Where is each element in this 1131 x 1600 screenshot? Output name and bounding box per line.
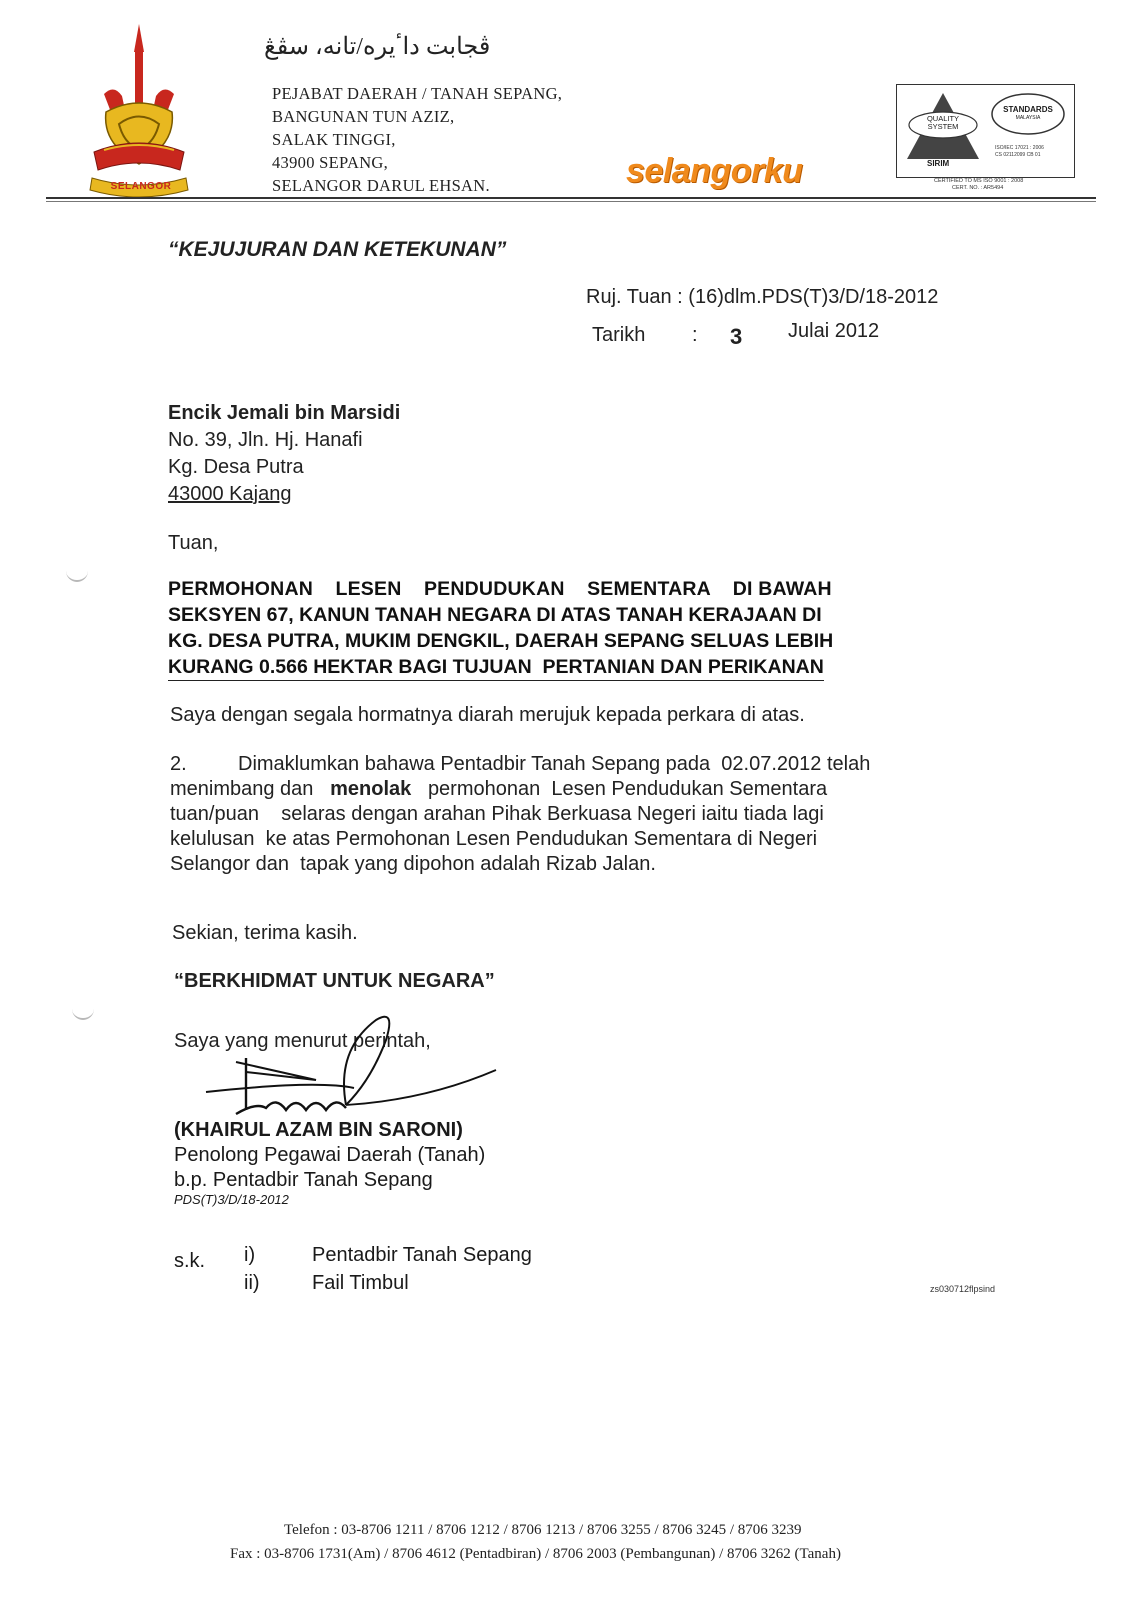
reference-block — [586, 286, 1006, 350]
recipient-address: No. 39, Jln. Hj. Hanafi — [168, 429, 363, 451]
recipient-name: Encik Jemali bin Marsidi — [168, 402, 401, 424]
tarikh-month-year: Julai 2012 — [788, 320, 880, 342]
selangor-crest-logo — [84, 24, 194, 204]
recipient-block — [168, 400, 400, 508]
recipient-postcode: 43000 Kajang — [168, 483, 292, 505]
office-address — [272, 82, 562, 197]
selangorku-logo: selangorku — [626, 152, 803, 190]
standards-icon — [989, 91, 1067, 137]
subject-line: PERMOHONAN LESEN PENDUDUKAN SEMENTARA DI BAWAH — [168, 578, 832, 600]
header-divider-thin — [46, 201, 1096, 202]
tarikh-row: Tarikh : 3 Julai 2012 — [592, 320, 880, 349]
jawi-office-name: ڤجابت داٴيره/تانه، سڤڠ — [264, 34, 491, 60]
emphasis-menolak: menolak — [330, 778, 412, 800]
ruj-value: (16)dlm.PDS(T)3/D/18-2012 — [688, 286, 939, 308]
standards-sub-label: MALAYSIA — [1015, 115, 1041, 121]
standards-label: STANDARDS — [1003, 105, 1053, 114]
quality-system-label: QUALITY SYSTEM — [926, 114, 960, 131]
paragraph-line: Dimaklumkan bahawa Pentadbir Tanah Sepang pada 02.07.2012 telah — [238, 753, 871, 775]
punch-hole-top — [66, 566, 88, 582]
footer-telefon: Telefon : 03-8706 1211 / 8706 1212 / 8706 1213 / 8706 3255 / 8706 3245 / 8706 3239 — [284, 1522, 802, 1538]
signatory-title: Penolong Pegawai Daerah (Tanah) — [174, 1144, 486, 1166]
cc-label: s.k. — [174, 1250, 206, 1272]
cert-number: CERT. NO. : AR5494 — [952, 185, 1004, 191]
iso-line: ISO/IEC 17021 : 2006 — [995, 145, 1044, 151]
subject-line: SEKSYEN 67, KANUN TANAH NEGARA DI ATAS TANAH KERAJAAN DI — [168, 604, 822, 626]
office-address-line: SALAK TINGGI, — [272, 130, 396, 149]
subject-line: KG. DESA PUTRA, MUKIM DENGKIL, DAERAH SEPANG SELUAS LEBIH — [168, 630, 834, 652]
paragraph-line: permohonan Lesen Pendudukan Sementara — [427, 778, 828, 800]
document-code: zs030712flpsind — [930, 1284, 996, 1294]
office-address-line: SELANGOR DARUL EHSAN. — [272, 176, 490, 195]
handwritten-signature — [196, 1010, 526, 1130]
sirim-certification-box — [896, 84, 1075, 178]
ruj-label: Ruj. Tuan — [586, 286, 672, 308]
recipient-address: Kg. Desa Putra — [168, 456, 304, 478]
paragraph-number: 2. — [170, 753, 187, 775]
crest-label: SELANGOR — [110, 181, 172, 192]
cc-item-num: i) — [244, 1244, 256, 1266]
cc-item-text: Pentadbir Tanah Sepang — [312, 1244, 532, 1266]
punch-hole-bottom — [72, 1004, 94, 1020]
motto: “KEJUJURAN DAN KETEKUNAN” — [168, 238, 507, 261]
motto-berkhidmat: “BERKHIDMAT UNTUK NEGARA” — [174, 970, 495, 992]
tarikh-label: Tarikh — [592, 324, 646, 346]
header-divider — [46, 197, 1096, 199]
office-address-line: 43900 SEPANG, — [272, 153, 389, 172]
subject-line: KURANG 0.566 HEKTAR BAGI TUJUAN PERTANIAN DAN PERIKANAN — [168, 654, 824, 681]
ruj-row: Ruj. Tuan : (16)dlm.PDS(T)3/D/18-2012 — [586, 286, 939, 308]
office-address-line: PEJABAT DAERAH / TANAH SEPANG, — [272, 84, 563, 103]
paragraph-line: tuan/puan selaras dengan arahan Pihak Berkuasa Negeri iaitu tiada lagi — [170, 803, 824, 825]
paragraph-2 — [170, 752, 1000, 877]
certified-line: CERTIFIED TO MS ISO 9001 : 2008 — [934, 178, 1024, 184]
paragraph-line: kelulusan ke atas Permohonan Lesen Pendudukan Sementara di Negeri — [170, 828, 818, 850]
cc-item-num: ii) — [244, 1272, 260, 1294]
signatory-block — [174, 1118, 485, 1207]
salutation: Tuan, — [168, 532, 219, 554]
paragraph-line: Selangor dan tapak yang dipohon adalah Rizab Jalan. — [170, 853, 656, 875]
office-address-line: BANGUNAN TUN AZIZ, — [272, 107, 455, 126]
signatory-name: (KHAIRUL AZAM BIN SARONI) — [174, 1119, 463, 1141]
signatory-behalf: b.p. Pentadbir Tanah Sepang — [174, 1169, 433, 1191]
paragraph-1: Saya dengan segala hormatnya diarah merujuk kepada perkara di atas. — [170, 704, 805, 726]
sign-off: Saya yang menurut perintah, — [174, 1030, 431, 1052]
footer-fax: Fax : 03-8706 1731(Am) / 8706 4612 (Pentadbiran) / 8706 2003 (Pembangunan) / 8706 3262 (Tanah) — [230, 1546, 841, 1562]
cc-item — [244, 1244, 532, 1267]
closing: Sekian, terima kasih. — [172, 922, 358, 944]
cc-item — [244, 1272, 409, 1295]
iso-line: CS 02112099 CB 01 — [995, 152, 1041, 158]
sirim-label: SIRIM — [927, 159, 950, 168]
cc-item-text: Fail Timbul — [312, 1272, 409, 1294]
subject-block — [168, 576, 988, 681]
signatory-file-ref: PDS(T)3/D/18-2012 — [174, 1192, 289, 1207]
paragraph-line: menimbang dan — [170, 778, 314, 800]
tarikh-day: 3 — [730, 324, 743, 349]
